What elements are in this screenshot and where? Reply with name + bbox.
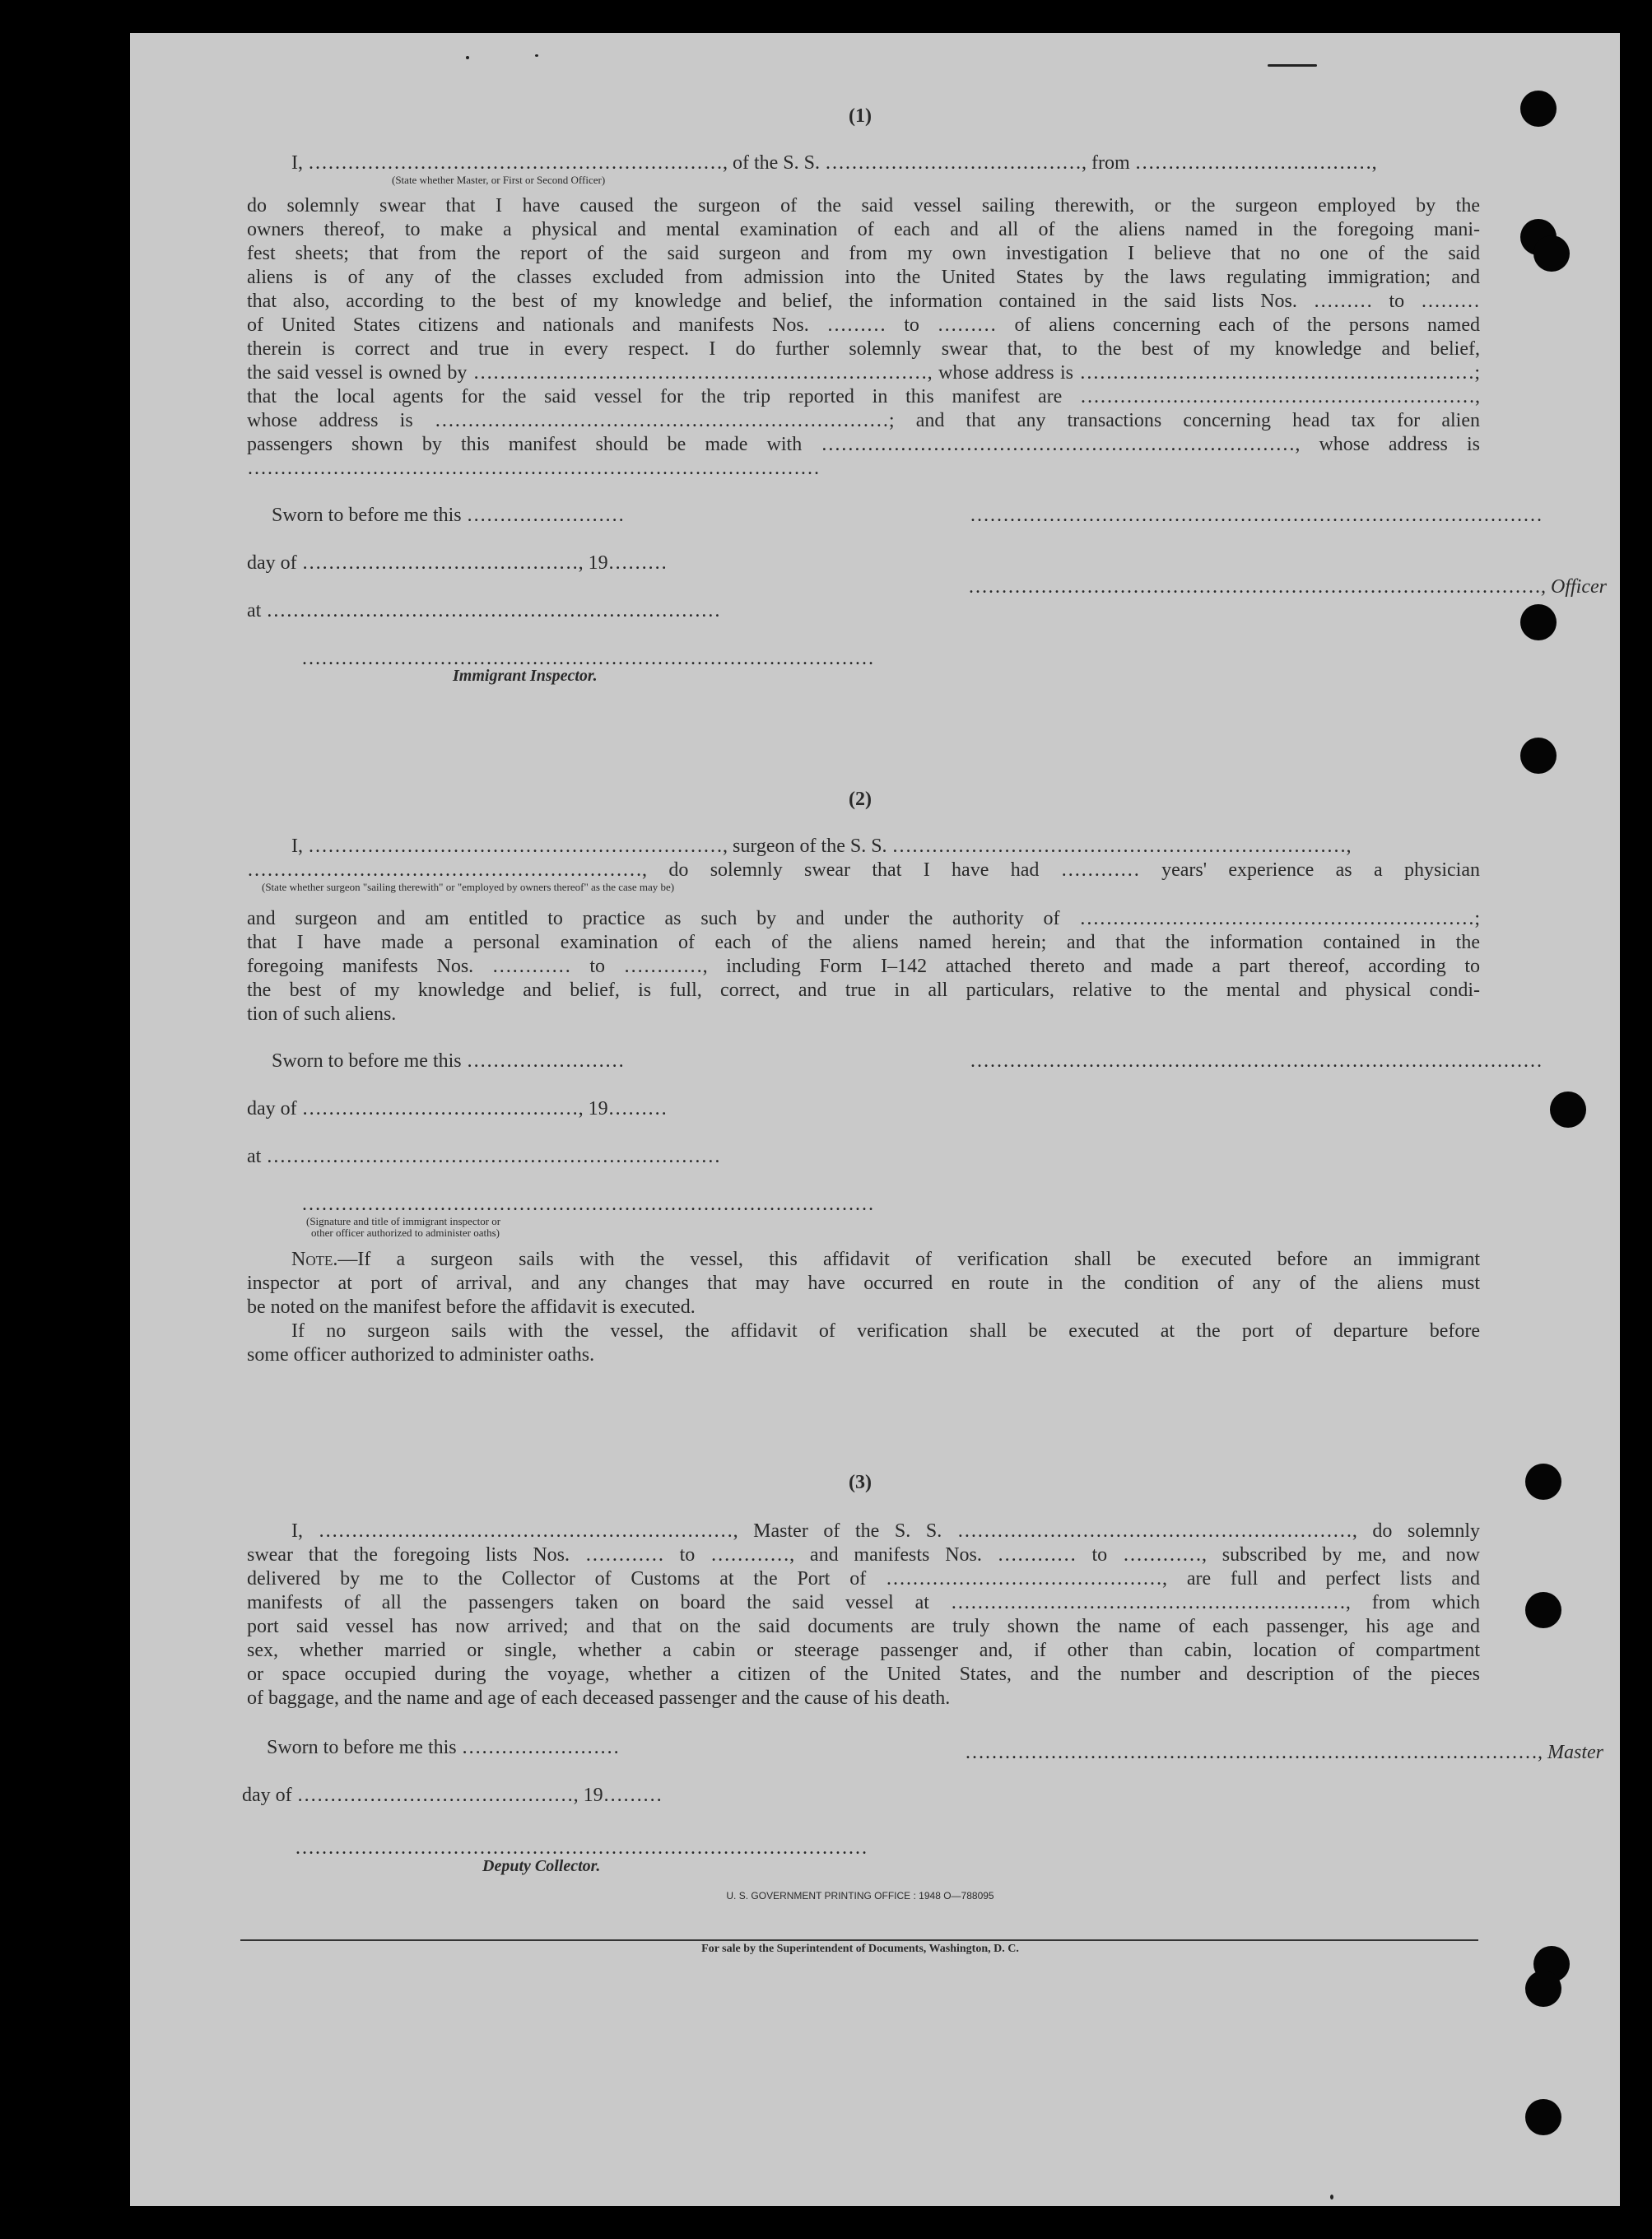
binder-hole (1525, 1464, 1561, 1500)
section-2-signature-note-2: other officer authorized to administer oaths) (311, 1227, 500, 1239)
footer-rule (240, 1939, 1478, 1941)
section-1-line-3: owners thereof, to make a physical and mental examination of each and all of the aliens named in the foregoing mani- (247, 219, 1480, 240)
binder-hole (1520, 738, 1557, 774)
binder-hole (1525, 1971, 1561, 2007)
section-1-line-7: of United States citizens and nationals and manifests Nos. ……… to ……… of aliens concerning each of the persons named (247, 314, 1480, 336)
section-3-sworn: Sworn to before me this …………………… (267, 1737, 620, 1758)
section-3-line-4: manifests of all the passengers taken on board the said vessel at ……………………………………………………, from which (247, 1592, 1480, 1613)
section-2-inspector-line: …………………………………………………………………………… (301, 1194, 874, 1215)
section-2-surgeon-note: (State whether surgeon "sailing therewith" or "employed by owners thereof" as the case may be) (262, 881, 675, 893)
section-1-signature-line: …………………………………………………………………………… (970, 505, 1543, 526)
section-2-note-2: inspector at port of arrival, and any changes that may have occurred en route in the condition of any of the aliens must (247, 1273, 1480, 1294)
section-3-line-1: I, ………………………………………………………, Master of the S. S. ……………………………………………………, do solemnly (291, 1520, 1480, 1542)
scan-speck (1268, 64, 1317, 67)
section-1-officer-line: ……………………………………………………………………………, Officer (968, 576, 1607, 598)
scan-speck (535, 54, 538, 57)
section-3-line-3: delivered by me to the Collector of Customs at the Port of ……………………………………, are full and perfect lists and (247, 1568, 1480, 1590)
section-2-line-4: the best of my knowledge and belief, is full, correct, and true in all particulars, relative to the mental and physical condi- (247, 980, 1480, 1001)
section-2-note-5: some officer authorized to administer oaths. (247, 1344, 595, 1366)
section-2-sworn: Sworn to before me this …………………… (272, 1050, 625, 1072)
section-3-heading: (3) (849, 1472, 872, 1493)
section-2-line-1: and surgeon and am entitled to practice as such by and under the authority of ……………………………………………………; (247, 908, 1480, 929)
section-3-collector-label: Deputy Collector. (482, 1857, 601, 1875)
scan-speck (466, 56, 469, 59)
section-2-signature-note-1: (Signature and title of immigrant inspector or (306, 1215, 501, 1227)
section-1-line-8: therein is correct and true in every respect. I do further solemnly swear that, to the best of my knowledge and belief, (247, 338, 1480, 360)
section-1-day-of: day of ……………………………………, 19……… (247, 552, 668, 574)
section-3-line-8: of baggage, and the name and age of each deceased passenger and the cause of his death. (247, 1687, 951, 1709)
section-1-inspector-line: …………………………………………………………………………… (301, 648, 874, 669)
section-1-sworn: Sworn to before me this …………………… (272, 505, 625, 526)
binder-hole (1533, 235, 1570, 272)
section-2-signature-line: …………………………………………………………………………… (970, 1050, 1543, 1072)
section-3-line-7: or space occupied during the voyage, whether a citizen of the United States, and the number and description of the pieces (247, 1664, 1480, 1685)
binder-hole (1525, 2099, 1561, 2135)
section-1-line-10: that the local agents for the said vessel for the trip reported in this manifest are ……………………………………………………, (247, 386, 1480, 407)
section-2-heading: (2) (849, 789, 872, 810)
section-2-note-3: be noted on the manifest before the affidavit is executed. (247, 1296, 696, 1318)
binder-hole (1525, 1592, 1561, 1628)
binder-hole (1520, 604, 1557, 640)
footer-sale-note: For sale by the Superintendent of Documents, Washington, D. C. (701, 1943, 1019, 1955)
section-3-line-6: sex, whether married or single, whether a cabin or steerage passenger and, if other than cabin, location of compartment (247, 1640, 1480, 1661)
section-2-note-4: If no surgeon sails with the vessel, the affidavit of verification shall be executed at the port of departure before (291, 1320, 1480, 1342)
section-2-at: at …………………………………………………………… (247, 1146, 721, 1167)
section-2-line-5: tion of such aliens. (247, 1003, 397, 1025)
section-1-line-2: do solemnly swear that I have caused the surgeon of the said vessel sailing therewith, or the surgeon employed by the (247, 195, 1480, 216)
scan-speck (1330, 2195, 1333, 2199)
section-3-line-2: swear that the foregoing lists Nos. ………… to …………, and manifests Nos. ………… to …………, subscribed by me, and now (247, 1544, 1480, 1566)
section-1-at: at …………………………………………………………… (247, 600, 721, 621)
section-1-line-4: fest sheets; that from the report of the said surgeon and from my own investigation I believe that no one of the said (247, 243, 1480, 264)
section-1-line-13: …………………………………………………………………………… (247, 458, 820, 479)
section-2-line-2: that I have made a personal examination of each of the aliens named herein; and that the information contained in the (247, 932, 1480, 953)
section-1-line-11: whose address is ……………………………………………………………; and that any transactions concerning head tax for alien (247, 410, 1480, 431)
section-3-day-of: day of ……………………………………, 19……… (242, 1785, 663, 1806)
section-2-line-1: I, ………………………………………………………, surgeon of the S. S. ……………………………………………………………, (291, 836, 1352, 857)
section-1-inspector-label: Immigrant Inspector. (453, 667, 598, 685)
section-3-collector-line: …………………………………………………………………………… (295, 1837, 868, 1859)
binder-hole (1550, 1092, 1586, 1128)
section-2-note-1: Note.—If a surgeon sails with the vessel, this affidavit of verification shall be executed before an immigrant (291, 1249, 1480, 1270)
section-1-heading: (1) (849, 105, 872, 127)
section-2-line-3: foregoing manifests Nos. ………… to …………, including Form I–142 attached thereto and made a part thereof, according to (247, 956, 1480, 977)
section-1-line-6: that also, according to the best of my knowledge and belief, the information contained in the said lists Nos. ……… to ……… (247, 291, 1480, 312)
section-2-day-of: day of ……………………………………, 19……… (247, 1098, 668, 1120)
section-1-line-1: I, ………………………………………………………, of the S. S. …………………………………, from ………………………………, (291, 152, 1377, 174)
section-2-line-2: ……………………………………………………, do solemnly swear that I have had ………… years' experience as a physician (247, 859, 1480, 881)
binder-hole (1520, 91, 1557, 127)
section-1-line-9: the said vessel is owned by ……………………………………………………………, whose address is ……………………………………………………; (247, 362, 1480, 384)
section-3-line-5: port said vessel has now arrived; and that on the said documents are truly shown the name of each passenger, his age and (247, 1616, 1480, 1637)
printing-office-imprint: U. S. GOVERNMENT PRINTING OFFICE : 1948 O—788095 (726, 1890, 994, 1902)
section-1-officer-note: (State whether Master, or First or Second Officer) (392, 174, 606, 186)
section-1-line-12: passengers shown by this manifest should be made with ………………………………………………………………, whose address is (247, 434, 1480, 455)
section-3-master-line: ……………………………………………………………………………, Master (965, 1742, 1603, 1763)
section-1-line-5: aliens is of any of the classes excluded from admission into the United States by the laws regulating immigration; and (247, 267, 1480, 288)
